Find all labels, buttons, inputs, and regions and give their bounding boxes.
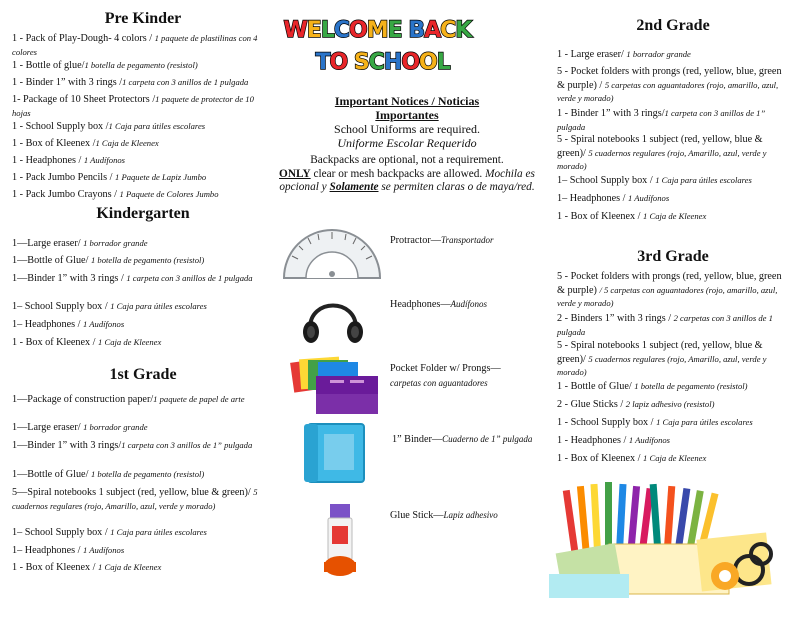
list-item: 1 - Headphones / 1 Audífonos <box>557 435 671 446</box>
list-item: 1 - Headphones / 1 Audífonos <box>12 155 126 166</box>
list-item: 1 - Large eraser/ 1 borrador grande <box>557 49 691 60</box>
list-item: 1 - Box of Kleenex / 1 Caja de Kleenex <box>12 562 162 573</box>
glue-stick-label: Glue Stick—Lapiz adhesivo <box>390 510 498 521</box>
list-item: 1—Large eraser/ 1 borrador grande <box>12 238 148 249</box>
list-item: 1 - School Supply box /1 Caja para útiles escolares <box>12 121 206 132</box>
backpacks-solamente: Solamente <box>329 181 379 193</box>
list-item: 1 - Binder 1” with 3 rings /1 carpeta con 3 anillos de 1 pulgada <box>12 77 249 88</box>
list-item: 1 - Bottle of glue/1 botella de pegamento (resistol) <box>12 60 198 71</box>
list-item: 1—Bottle of Glue/ 1 botella de pegamento (resistol) <box>12 255 205 266</box>
backpacks-en-1: Backpacks are optional, not a requirement. <box>310 154 504 166</box>
backpacks-notice <box>278 154 536 195</box>
binder-label: 1” Binder—Cuaderno de 1” pulgada <box>392 434 533 445</box>
list-item: 1 - Pack Jumbo Crayons / 1 Paquete de Colores Jumbo <box>12 189 219 200</box>
list-item: 1 - Box of Kleenex / 1 Caja de Kleenex <box>557 211 707 222</box>
folder-label: Pocket Folder w/ Prongs— carpetas con aguantadores <box>390 363 501 388</box>
list-item: 2 - Binders 1” with 3 rings / 2 carpetas con 3 anillos de 1 pulgada <box>557 313 773 337</box>
list-item: 1– Headphones / 1 Audífonos <box>12 545 125 556</box>
list-item: 1– Headphones / 1 Audífonos <box>557 193 670 204</box>
backpacks-en-2: clear or mesh backpacks are allowed. <box>313 167 483 180</box>
list-item: 1—Package of construction paper/1 paquete de papel de arte <box>12 394 245 405</box>
list-item: 1—Binder 1” with 3 rings/1 carpeta con 3 anillos de 1” pulgada <box>12 440 253 451</box>
list-item: 5 - Spiral notebooks 1 subject (red, yellow, blue & green)/ 5 cuadernos regulares (rojo, Amarillo, azul, verde y morado) <box>557 340 767 378</box>
list-item: 2 - Glue Sticks / 2 lapiz adhesivo (resistol) <box>557 399 715 410</box>
headphones-label: Headphones—Audífonos <box>390 299 488 310</box>
list-item: 1- Package of 10 Sheet Protectors /1 paquete de protector de 10 hojas <box>12 94 254 118</box>
welcome-back-logo <box>278 14 536 86</box>
list-item: 1 - Box of Kleenex / 1 Caja de Kleenex <box>12 337 162 348</box>
list-item: 5—Spiral notebooks 1 subject (red, yellow, blue & green)/ 5 cuadernos regulares (rojo, Amarillo, azul, verde y morado) <box>12 487 258 511</box>
list-item: 1 - Bottle of Glue/ 1 botella de pegamento (resistol) <box>557 381 748 392</box>
list-item: 1– School Supply box / 1 Caja para útiles escolares <box>557 175 752 186</box>
welcome-line-2: T O S C H O O L <box>315 50 451 75</box>
uniforms-en: School Uniforms are required. <box>334 122 480 136</box>
notices-heading: Important Notices / Noticias Importantes <box>334 94 480 122</box>
list-item: 1—Binder 1” with 3 rings / 1 carpeta con 3 anillos de 1 pulgada <box>12 273 253 284</box>
backpacks-only: ONLY <box>279 167 311 180</box>
list-item: 1 - Pack Jumbo Pencils / 1 Paquete de Lapiz Jumbo <box>12 172 207 183</box>
backpacks-es-2: se permiten claras o de maya/red. <box>381 181 535 193</box>
kinder-title: Kindergarten <box>96 205 190 222</box>
list-item: 5 - Pocket folders with prongs (red, yellow, blue, green & purple) / 5 carpetas con aguantadores (rojo, amarillo, azul, verde y morado) <box>557 271 782 309</box>
uniforms-es: Uniforme Escolar Requerido <box>337 136 477 150</box>
list-item: 1– Headphones / 1 Audífonos <box>12 319 125 330</box>
protractor-icon <box>280 222 384 284</box>
list-item: 5 - Spiral notebooks 1 subject (red, yellow, blue & green)/ 5 cuadernos regulares (rojo, Amarillo, azul, verde y morado) <box>557 134 767 172</box>
list-item: 1 - Box of Kleenex / 1 Caja de Kleenex <box>557 453 707 464</box>
list-item: 1—Large eraser/ 1 borrador grande <box>12 422 148 433</box>
glue-stick-icon <box>318 500 362 580</box>
list-item: 1 - School Supply box / 1 Caja para útiles escolares <box>557 417 753 428</box>
folder-icon <box>290 354 382 418</box>
third-grade-title: 3rd Grade <box>637 248 709 265</box>
list-item: 1 - Box of Kleenex /1 Caja de Kleenex <box>12 138 159 149</box>
backpacks-es-1: Mochila es opcional y <box>279 167 535 193</box>
list-item: 1– School Supply box / 1 Caja para útiles escolares <box>12 527 207 538</box>
list-item: 1 - Pack of Play-Dough- 4 colors / 1 paquete de plastilinas con 4 colores <box>12 33 258 57</box>
list-item: 5 - Pocket folders with prongs (red, yellow, blue, green & purple) / 5 carpetas con aguantadores (rojo, amarillo, azul, verde y morado) <box>557 66 782 104</box>
list-item: 1– School Supply box / 1 Caja para útiles escolares <box>12 301 207 312</box>
second-grade-title: 2nd Grade <box>636 17 710 34</box>
headphones-icon <box>298 290 368 350</box>
protractor-label: Protractor—Transportador <box>390 235 494 246</box>
welcome-line-1: W E L C O M E B A C K <box>283 18 473 43</box>
notices-block <box>278 94 536 150</box>
school-supplies-illustration <box>549 478 781 598</box>
list-item: 1—Bottle of Glue/ 1 botella de pegamento (resistol) <box>12 469 205 480</box>
prek-title: Pre Kinder <box>104 10 182 27</box>
list-item: 1 - Binder 1” with 3 rings/1 carpeta con 3 anillos de 1” pulgada <box>557 108 766 132</box>
first-grade-title: 1st Grade <box>109 366 177 383</box>
binder-icon <box>300 420 372 486</box>
